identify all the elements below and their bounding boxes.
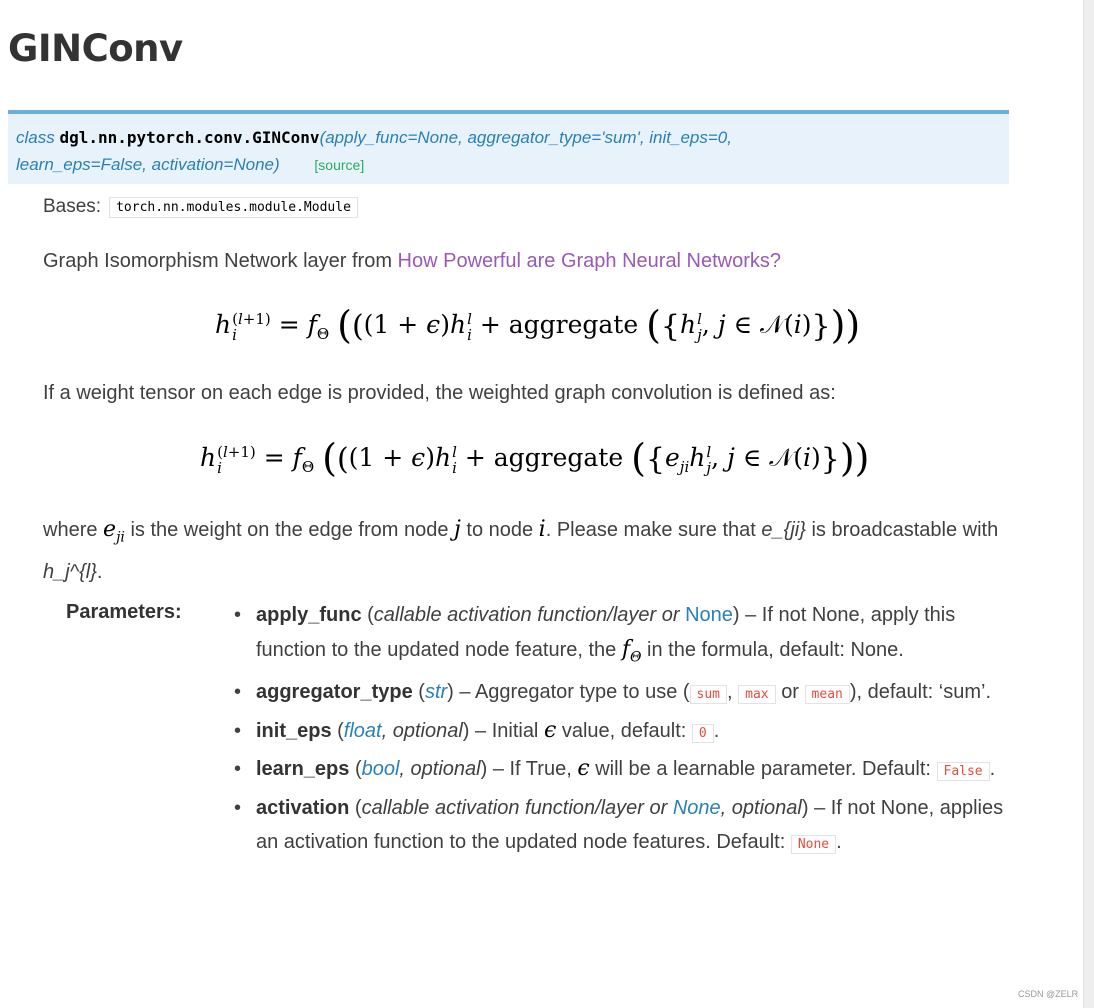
param-name: aggregator_type — [256, 681, 413, 704]
formula-gin: h (l+1) i = $f_\Theta$ (((1 + ϵ)h l i + aggregate ({h l j , j ∈ 𝒩(i)})) — [215, 303, 861, 347]
where-text-2: is the weight on the edge from node — [124, 519, 454, 541]
bases-value[interactable]: torch.nn.modules.module.Module — [109, 197, 358, 218]
param-desc: – If not None, apply this function to the updated node feature, the — [256, 604, 956, 661]
intro-paragraph — [43, 250, 781, 273]
formula-weighted-gin: h (l+1) i = $f_\Theta$ (((1 + ϵ)h l i + aggregate ({$e_{ji}h$ l j , j ∈ 𝒩(i)})) — [200, 436, 870, 480]
parameters-label: Parameters: — [66, 601, 182, 623]
where-text-4: . Please make sure that — [545, 519, 762, 541]
signature-params-line2: learn_eps=False, activation=None) — [16, 155, 280, 174]
page-title: GINConv — [8, 27, 183, 70]
param-desc: ), default: ‘sum’. — [849, 681, 992, 704]
param-type-link[interactable]: str — [424, 681, 448, 704]
code-false: False — [937, 762, 990, 781]
param-desc: value, default: — [556, 719, 692, 742]
where-text-6: is broadcastable with — [805, 519, 999, 541]
where-text-5: e_{ji} — [761, 519, 806, 541]
param-desc: – Aggregator type to use ( — [453, 681, 690, 704]
param-aggregator-type: • aggregator_type (str) – Aggregator type to use ( sum , max or mean ), default: ‘sum’. — [232, 675, 1007, 713]
where-text-7: h_j^{l} — [43, 561, 97, 584]
code-zero: 0 — [692, 724, 714, 743]
param-type: , optional — [720, 796, 802, 819]
param-desc: – Initial — [469, 719, 544, 742]
paper-link[interactable]: How Powerful are Graph Neural Networks? — [397, 250, 782, 272]
param-apply-func: • apply_func (callable activation function/layer or None) – If not None, apply this function to the updated node feature, the $f_\Theta$ in the formula, default: None. — [232, 598, 1007, 674]
param-desc: in the formula, default: None. — [641, 638, 904, 661]
param-name: learn_eps — [256, 758, 350, 781]
signature-keyword: class — [16, 128, 55, 147]
param-type-link[interactable]: float — [343, 719, 382, 742]
param-type: callable activation function/layer or — [361, 796, 673, 819]
where-text-3: to node — [460, 519, 539, 541]
bases — [43, 196, 358, 218]
math-j: j — [454, 517, 461, 542]
where-paragraph — [43, 512, 1003, 590]
bases-label: Bases: — [43, 196, 102, 217]
param-type: callable activation function/layer or — [373, 604, 686, 626]
param-type: , optional — [399, 758, 481, 781]
code-none: None — [791, 835, 836, 854]
param-name: activation — [256, 796, 350, 819]
param-learn-eps: • learn_eps (bool, optional) – If True, ϵ will be a learnable parameter. Default: False . — [232, 752, 1007, 790]
math-i: i — [538, 517, 546, 542]
parameters-list — [232, 598, 1007, 864]
param-desc: – If not None, applies an activation function to the updated node features. Default: — [256, 796, 1004, 854]
where-text-8: . — [96, 561, 103, 584]
param-desc: . — [713, 719, 720, 742]
code-sum: sum — [690, 685, 727, 704]
math-epsilon: ϵ — [543, 717, 557, 743]
scrollbar[interactable] — [1083, 0, 1094, 1008]
param-name: init_eps — [256, 719, 332, 742]
weighted-intro: If a weight tensor on each edge is provided, the weighted graph convolution is defined as: — [43, 382, 836, 404]
intro-text: Graph Isomorphism Network layer from — [43, 250, 398, 272]
param-type: , optional — [381, 719, 463, 742]
param-type-link[interactable]: None — [685, 604, 733, 626]
signature-name: dgl.nn.pytorch.conv.GINConv — [59, 128, 320, 147]
param-activation: • activation (callable activation function/layer or None, optional) – If not None, applies an activation function to the updated node features. Default: None . — [232, 791, 1007, 863]
code-max: max — [738, 685, 775, 704]
watermark: CSDN @ZELR — [1018, 989, 1079, 999]
param-or: or — [781, 681, 799, 704]
code-mean: mean — [805, 685, 850, 704]
source-link[interactable]: [source] — [314, 157, 365, 173]
math-f-theta: $f_\Theta$ — [621, 636, 642, 665]
param-name: apply_func — [256, 604, 362, 626]
math-epsilon: ϵ — [577, 756, 590, 782]
math-e-ji: $e_{ji}$ — [103, 517, 125, 546]
param-desc: . — [836, 831, 842, 854]
param-desc: . — [989, 758, 996, 781]
param-type-link[interactable]: None — [672, 796, 721, 819]
class-signature — [8, 110, 1009, 184]
where-text-1: where — [43, 519, 104, 541]
signature-params-line1: (apply_func=None, aggregator_type='sum', init_eps=0, — [319, 128, 732, 147]
param-desc: – If True, — [487, 758, 578, 781]
param-init-eps: • init_eps (float, optional) – Initial ϵ value, default: 0 . — [232, 714, 1007, 752]
param-type-link[interactable]: bool — [361, 758, 400, 781]
param-desc: will be a learnable parameter. Default: — [589, 758, 937, 781]
